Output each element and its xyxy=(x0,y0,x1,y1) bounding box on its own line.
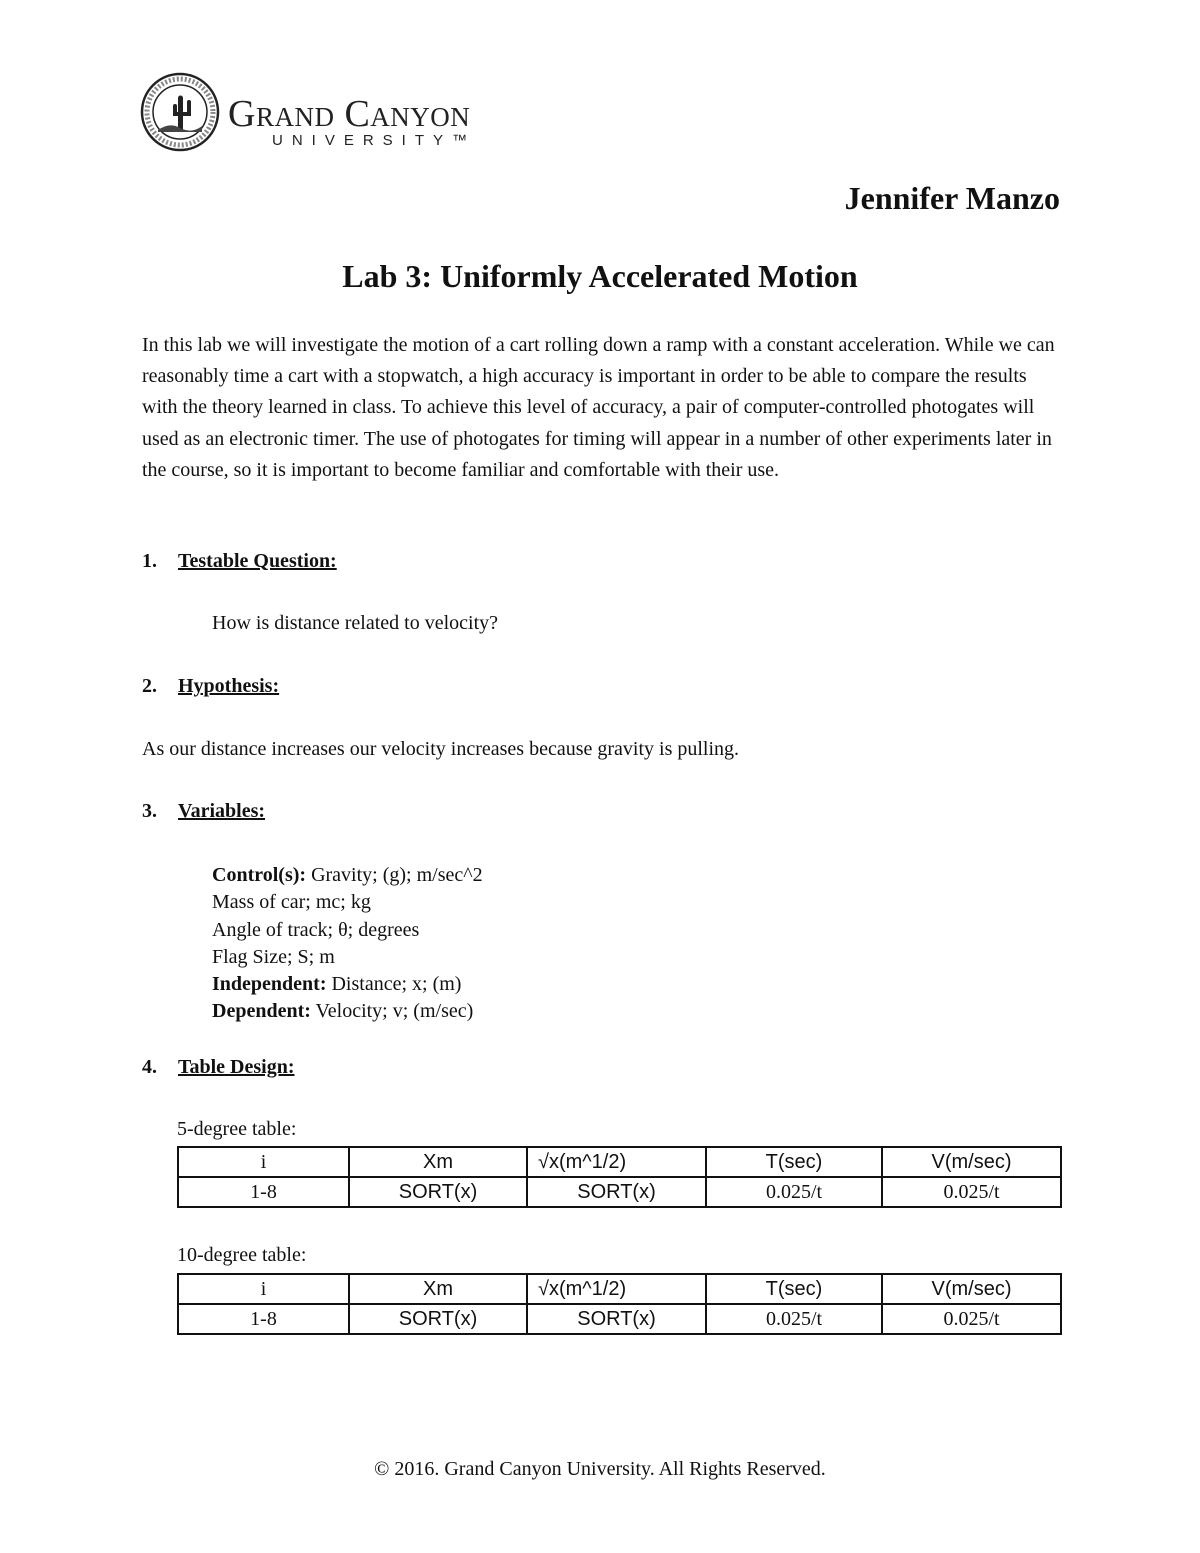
table-cell: 0.025/t xyxy=(882,1177,1061,1207)
section-number: 2. xyxy=(142,675,157,697)
section-label: Hypothesis: xyxy=(178,675,280,697)
university-name: Grand Canyon xyxy=(228,93,471,135)
section-label: Table Design: xyxy=(178,1056,295,1078)
table-cell: 0.025/t xyxy=(706,1304,882,1334)
table-cell: 0.025/t xyxy=(706,1177,882,1207)
table-header-cell: Xm xyxy=(349,1147,527,1177)
university-seal-icon xyxy=(140,72,220,152)
copyright-footer: © 2016. Grand Canyon University. All Rights Reserved. xyxy=(374,1458,826,1480)
table-cell: SORT(x) xyxy=(349,1177,527,1207)
table-header-cell: i xyxy=(178,1274,349,1304)
variable-line: Mass of car; mc; kg xyxy=(212,891,371,914)
variable-line: Angle of track; θ; degrees xyxy=(212,918,420,941)
table-header-row xyxy=(178,1147,1061,1177)
section-label: Variables: xyxy=(178,800,266,822)
table-cell: SORT(x) xyxy=(349,1304,527,1334)
table-header-cell: Xm xyxy=(349,1274,527,1304)
table-row xyxy=(178,1304,1061,1334)
document-title: Lab 3: Uniformly Accelerated Motion xyxy=(342,258,858,294)
table-header-cell: T(sec) xyxy=(706,1147,882,1177)
variables-list xyxy=(212,862,483,1026)
table-cell: 1-8 xyxy=(178,1304,349,1334)
section-1-heading xyxy=(142,550,337,573)
table-header-cell: T(sec) xyxy=(706,1274,882,1304)
table-cell: SORT(x) xyxy=(527,1177,706,1207)
table-header-row xyxy=(178,1274,1061,1304)
section-number: 4. xyxy=(142,1056,157,1078)
university-subtitle: UNIVERSITY™ xyxy=(272,132,477,149)
table-header-cell: i xyxy=(178,1147,349,1177)
author-name: Jennifer Manzo xyxy=(844,180,1060,216)
control-variable: Control(s): Gravity; (g); m/sec^2 xyxy=(212,864,483,886)
section-label: Testable Question: xyxy=(178,550,337,572)
section-4-heading xyxy=(142,1056,295,1079)
intro-paragraph: In this lab we will investigate the motion of a cart rolling down a ramp with a constant acceleration. While we can reasonably time a cart with a stopwatch, a high accuracy is important in order to be able to compare the results with the theory learned in class. To achieve this level of accuracy, a pair of computer-controlled photogates will used as an electronic timer. The use of photogates for timing will appear in a number of other experiments later in the course, so it is important to become familiar and comfortable with their use. xyxy=(142,334,1055,481)
table-header-cell: V(m/sec) xyxy=(882,1147,1061,1177)
section-number: 3. xyxy=(142,800,157,822)
section-3-heading xyxy=(142,800,265,823)
table-cell: 0.025/t xyxy=(882,1304,1061,1334)
table-header-cell: √x(m^1/2) xyxy=(527,1274,706,1304)
section-2-heading xyxy=(142,675,279,698)
table-header-cell: √x(m^1/2) xyxy=(527,1147,706,1177)
dependent-variable: Dependent: Velocity; v; (m/sec) xyxy=(212,1000,474,1023)
independent-variable: Independent: Distance; x; (m) xyxy=(212,973,462,996)
hypothesis-text: As our distance increases our velocity increases because gravity is pulling. xyxy=(142,738,740,760)
table-cell: 1-8 xyxy=(178,1177,349,1207)
variable-line: Flag Size; S; m xyxy=(212,945,335,968)
table-header-cell: V(m/sec) xyxy=(882,1274,1061,1304)
table-cell: SORT(x) xyxy=(527,1304,706,1334)
data-table-10-degree xyxy=(177,1273,1062,1335)
section-number: 1. xyxy=(142,550,157,572)
table-caption: 5-degree table: xyxy=(177,1118,297,1140)
data-table-5-degree xyxy=(177,1146,1062,1208)
testable-question-text: How is distance related to velocity? xyxy=(212,612,499,634)
table-row xyxy=(178,1177,1061,1207)
table-caption: 10-degree table: xyxy=(177,1244,307,1266)
